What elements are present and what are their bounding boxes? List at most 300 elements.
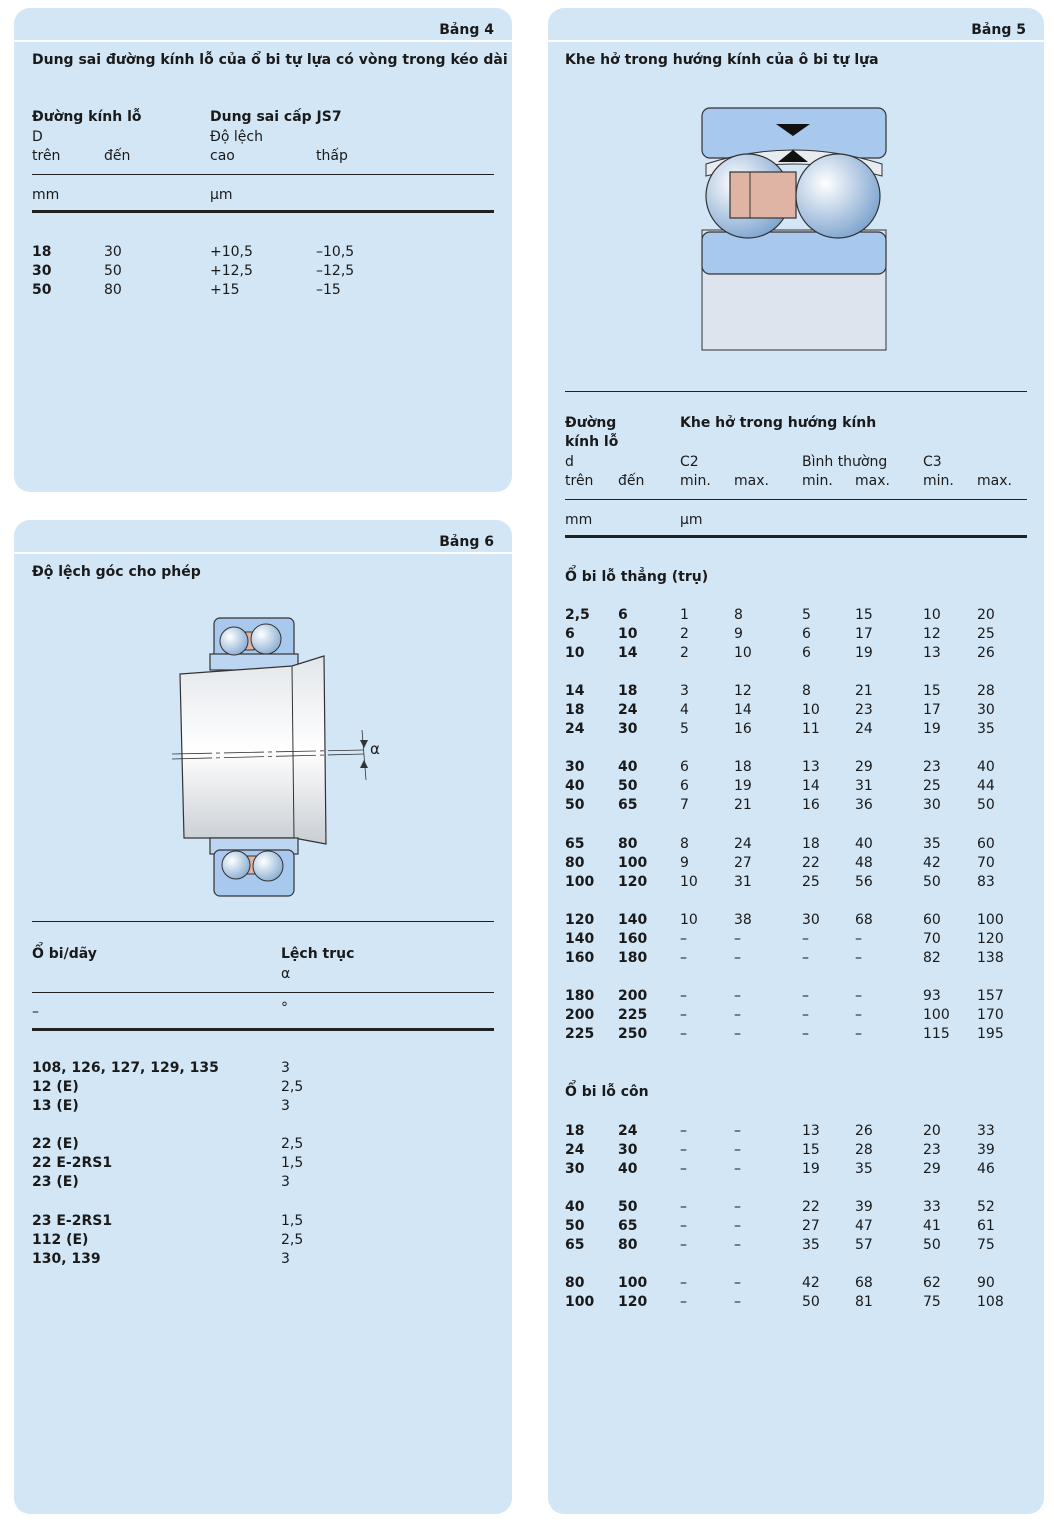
t5-row: [548, 950, 1044, 969]
t5-row: [548, 1123, 1044, 1142]
t5-cell: –: [734, 1026, 741, 1042]
t5-cell: 50: [977, 797, 995, 814]
t5-cell: 13: [802, 1123, 820, 1139]
t5-cell: 24: [565, 1142, 585, 1158]
t5-cell: 160: [565, 949, 595, 966]
t5-cell: –: [680, 1123, 687, 1139]
t5-group-title: Khe hở trong hướng kính: [680, 415, 877, 431]
t5-cell: 9: [680, 854, 689, 871]
t4-cell: 30: [32, 263, 52, 279]
t6-cell: 23 E-2RS1: [32, 1213, 113, 1229]
t5-cell: 40: [977, 759, 995, 776]
t5-row: [548, 988, 1044, 1007]
t4-cell: 80: [104, 282, 122, 298]
t6-cell: 22 (E): [32, 1136, 79, 1152]
t5-col1-title-b: kính lỗ: [565, 434, 619, 450]
t5-cell: 47: [855, 1218, 873, 1235]
t5-cell: 120: [618, 1294, 648, 1311]
t5-col1-title-a: Đường: [565, 415, 617, 431]
t5-row: [548, 1161, 1044, 1180]
t5-cell: 26: [855, 1123, 873, 1139]
t5-cell: 14: [618, 645, 638, 661]
t5-cell: 140: [565, 930, 595, 947]
t5-cell: 6: [802, 645, 811, 661]
table6-title: Độ lệch góc cho phép: [32, 564, 201, 580]
table4-header-bar: [14, 8, 512, 42]
t5-cell: 40: [565, 778, 585, 795]
table5-title: Khe hở trong hướng kính của ô bi tự lựa: [565, 52, 879, 68]
t5-cell: –: [734, 949, 741, 966]
t5-cell: 39: [977, 1142, 995, 1158]
t5-cell: 38: [734, 911, 752, 928]
t5-row: [548, 702, 1044, 721]
t5-cell: 8: [734, 607, 743, 623]
t5-cell: 10: [565, 645, 585, 661]
t4-col2-low: thấp: [316, 148, 348, 164]
t5-cell: 24: [855, 721, 873, 738]
t5-cell: 225: [618, 1007, 648, 1023]
t6-row: [14, 1079, 512, 1098]
table5-panel: [548, 8, 1044, 1514]
t5-cell: 100: [923, 1007, 950, 1023]
t5-cell: 65: [565, 1237, 585, 1254]
t5-cell: 100: [565, 873, 595, 890]
t5-cell: 42: [802, 1275, 820, 1292]
t5-cell: –: [734, 988, 741, 1004]
t6-cell: 1,5: [281, 1155, 304, 1171]
t4-row: [14, 263, 512, 282]
t4-cell: 50: [104, 263, 122, 279]
t5-cell: 21: [734, 797, 752, 814]
t5-cell: 9: [734, 626, 743, 642]
t5-cell: 120: [565, 911, 595, 928]
t5-cell: –: [734, 1007, 741, 1023]
t5-cell: –: [734, 1142, 741, 1158]
table4-title: Dung sai đường kính lỗ của ổ bi tự lựa có vòng trong kéo dài: [32, 52, 508, 68]
table5-header-bar: [548, 8, 1044, 42]
t5-cell: 82: [923, 949, 941, 966]
t5-cell: –: [802, 1026, 809, 1042]
t5-cell: 100: [618, 1275, 648, 1292]
t5-cell: 225: [565, 1026, 595, 1042]
t5-cell: –: [734, 1218, 741, 1235]
t5-cell: 30: [923, 797, 941, 814]
table6-tag: Bảng 6: [439, 534, 494, 550]
t4-cell: –15: [316, 282, 341, 298]
t6-row: [14, 1251, 512, 1270]
t5-cell: 18: [802, 835, 820, 852]
t5-cell: 21: [855, 683, 873, 700]
t5-cell: 62: [923, 1275, 941, 1292]
t5-cell: 22: [802, 854, 820, 871]
t5-cell: 160: [618, 930, 648, 947]
t5-cell: 138: [977, 949, 1004, 966]
t4-cell: 30: [104, 244, 122, 260]
table6-panel: [14, 520, 512, 1514]
t5-cell: 1: [680, 607, 689, 623]
t5-c3: C3: [923, 454, 942, 470]
t5-cell: 50: [618, 778, 638, 795]
t4-cell: 18: [32, 244, 52, 260]
t5-cell: 35: [855, 1161, 873, 1177]
t5-col1-to: đến: [618, 473, 645, 489]
t5-row: [548, 855, 1044, 874]
t5-cell: –: [855, 1007, 862, 1023]
t5-cell: –: [855, 930, 862, 947]
t5-cell: –: [734, 1275, 741, 1292]
t5-cell: 35: [802, 1237, 820, 1254]
t5-normal: Bình thường: [802, 454, 888, 470]
t4-col2-high: cao: [210, 148, 235, 164]
t5-cell: 31: [855, 778, 873, 795]
t6-cell: 2,5: [281, 1136, 304, 1152]
t5-cell: 17: [855, 626, 873, 642]
t5-cell: 40: [565, 1199, 585, 1216]
t5-cell: –: [855, 949, 862, 966]
t5-cell: 12: [734, 683, 752, 700]
t5-cell: 93: [923, 988, 941, 1004]
t5-cell: –: [680, 1294, 687, 1311]
t5-cell: 13: [923, 645, 941, 661]
t5-cell: 24: [618, 1123, 638, 1139]
t5-cell: –: [680, 1161, 687, 1177]
t5-cell: 80: [618, 1237, 638, 1254]
t5-cell: 10: [680, 911, 698, 928]
t5-rule-1: [565, 391, 1027, 392]
t5-cell: 7: [680, 797, 689, 814]
t5-rule-3: [565, 535, 1027, 538]
t5-cell: 180: [565, 988, 595, 1004]
t5-cell: 100: [565, 1294, 595, 1311]
t5-cell: 3: [680, 683, 689, 700]
t6-row: [14, 1174, 512, 1193]
t5-cell: 30: [565, 759, 585, 776]
t5-row: [548, 1275, 1044, 1294]
t5-cell: 50: [565, 797, 585, 814]
t5-cell: 65: [618, 1218, 638, 1235]
t6-row: [14, 1098, 512, 1117]
t6-cell: 2,5: [281, 1079, 304, 1095]
t5-cell: 80: [565, 1275, 585, 1292]
t5-cell: –: [734, 1161, 741, 1177]
t6-col2-sym: α: [281, 966, 291, 982]
t5-cell: 20: [977, 607, 995, 623]
t5-cell: 250: [618, 1026, 648, 1042]
t5-cell: 200: [618, 988, 648, 1004]
t5-cell: 16: [802, 797, 820, 814]
t5-cell: 5: [680, 721, 689, 738]
t6-rule-3: [32, 1028, 494, 1031]
t5-cell: 30: [977, 702, 995, 719]
t5-cell: 50: [802, 1294, 820, 1311]
t5-cell: 2,5: [565, 607, 590, 623]
t5-cell: –: [802, 988, 809, 1004]
t5-cell: 195: [977, 1026, 1004, 1042]
t5-cell: 25: [802, 873, 820, 890]
t6-cell: 13 (E): [32, 1098, 79, 1114]
t4-cell: –12,5: [316, 263, 355, 279]
t5-cell: –: [680, 988, 687, 1004]
t5-col1-sym: d: [565, 454, 574, 470]
t5-cell: 170: [977, 1007, 1004, 1023]
t5-row: [548, 1026, 1044, 1045]
t5-cell: –: [680, 1237, 687, 1254]
t5-cell: 25: [977, 626, 995, 642]
t5-cell: 83: [977, 873, 995, 890]
t4-unit1: mm: [32, 187, 60, 203]
t5-cell: 15: [923, 683, 941, 700]
t5-cell: 65: [618, 797, 638, 814]
t5-col1-from: trên: [565, 473, 594, 489]
t5-rule-2: [565, 499, 1027, 500]
t6-cell: 108, 126, 127, 129, 135: [32, 1060, 219, 1076]
t5-cell: 50: [618, 1199, 638, 1216]
t5-cell: –: [680, 1026, 687, 1042]
t4-cell: +12,5: [210, 263, 253, 279]
t5-cell: 6: [802, 626, 811, 642]
t5-cell: 16: [734, 721, 752, 738]
t5-cell: –: [802, 949, 809, 966]
t5-cell: 48: [855, 854, 873, 871]
t5-cell: 19: [855, 645, 873, 661]
t4-cell: 50: [32, 282, 52, 298]
t6-row: [14, 1060, 512, 1079]
t5-cell: 6: [565, 626, 575, 642]
t4-col2-title: Dung sai cấp JS7: [210, 109, 342, 125]
t5-row: [548, 607, 1044, 626]
figure-alpha-label: α: [370, 740, 380, 758]
t4-cell: +10,5: [210, 244, 253, 260]
t5-cell: –: [855, 988, 862, 1004]
t5-cell: 10: [618, 626, 638, 642]
t5-cell: 29: [923, 1161, 941, 1177]
t4-cell: –10,5: [316, 244, 355, 260]
t5-cell: 10: [734, 645, 752, 661]
t6-col2-header: Lệch trục: [281, 946, 355, 962]
t5-cell: 12: [923, 626, 941, 642]
t5-cell: –: [680, 1142, 687, 1158]
misalignment-figure: [164, 612, 404, 902]
t6-cell: 3: [281, 1098, 290, 1114]
t5-cell: 100: [977, 911, 1004, 928]
t5-cell: 56: [855, 873, 873, 890]
t5-row: [548, 778, 1044, 797]
t5-cell: 90: [977, 1275, 995, 1292]
table5-tag: Bảng 5: [971, 22, 1026, 38]
t5-cell: 24: [618, 702, 638, 719]
t5-cell: –: [855, 1026, 862, 1042]
t5-cell: –: [734, 930, 741, 947]
t6-row: [14, 1232, 512, 1251]
t5-cell: 100: [618, 854, 648, 871]
t4-col1-to: đến: [104, 148, 131, 164]
t5-cell: 28: [855, 1142, 873, 1158]
t5-cell: 8: [680, 835, 689, 852]
t5-unit2: μm: [680, 512, 703, 528]
t6-row: [14, 1155, 512, 1174]
t5-cell: –: [680, 1199, 687, 1216]
t5-cell: –: [680, 1007, 687, 1023]
t5-cell: 75: [923, 1294, 941, 1311]
t5-cell: 24: [734, 835, 752, 852]
t5-cell: 35: [923, 835, 941, 852]
t5-cell: 20: [923, 1123, 941, 1139]
t4-col2-sub: Độ lệch: [210, 129, 263, 145]
t5-row: [548, 1294, 1044, 1313]
t5-cell: 65: [565, 835, 585, 852]
t6-cell: 3: [281, 1251, 290, 1267]
t5-cell: 52: [977, 1199, 995, 1216]
t5-cell: 23: [855, 702, 873, 719]
table6-header-bar: [14, 520, 512, 554]
t6-row: [14, 1136, 512, 1155]
t5-unit1: mm: [565, 512, 593, 528]
t5-cell: 6: [680, 778, 689, 795]
t5-cell: 40: [618, 1161, 638, 1177]
t5-cell: 19: [923, 721, 941, 738]
t5-row: [548, 836, 1044, 855]
t5-cell: 46: [977, 1161, 995, 1177]
t6-cell: 22 E-2RS1: [32, 1155, 113, 1171]
t5-cell: 19: [802, 1161, 820, 1177]
t5-section2-title: Ổ bi lỗ côn: [565, 1084, 649, 1100]
t6-cell: 112 (E): [32, 1232, 89, 1248]
t5-cell: 120: [618, 873, 648, 890]
t5-cell: 29: [855, 759, 873, 776]
t5-cell: 19: [734, 778, 752, 795]
t5-cell: 61: [977, 1218, 995, 1235]
t4-col1-sym: D: [32, 129, 43, 145]
t5-cell: 8: [802, 683, 811, 700]
t5-cell: 30: [565, 1161, 585, 1177]
t5-cell: 18: [565, 1123, 585, 1139]
t5-cell: 70: [977, 854, 995, 871]
t5-cell: 108: [977, 1294, 1004, 1311]
t5-cell: 14: [734, 702, 752, 719]
t6-cell: 2,5: [281, 1232, 304, 1248]
t5-cell: 17: [923, 702, 941, 719]
t5-cell: –: [680, 930, 687, 947]
t5-cell: 81: [855, 1294, 873, 1311]
t5-cell: 11: [802, 721, 820, 738]
t5-cell: 26: [977, 645, 995, 661]
t5-cell: 50: [565, 1218, 585, 1235]
t5-row: [548, 1007, 1044, 1026]
t5-cell: –: [734, 1199, 741, 1216]
t5-row: [548, 797, 1044, 816]
t5-row: [548, 1237, 1044, 1256]
t5-cell: 40: [855, 835, 873, 852]
t5-cell: 30: [618, 1142, 638, 1158]
t5-cell: 27: [734, 854, 752, 871]
t5-cell: –: [734, 1294, 741, 1311]
t5-cell: 25: [923, 778, 941, 795]
t6-cell: 1,5: [281, 1213, 304, 1229]
table4-panel: [14, 8, 512, 492]
t5-cell: 50: [923, 1237, 941, 1254]
t5-cell: 23: [923, 759, 941, 776]
t5-cell: 23: [923, 1142, 941, 1158]
t5-cell: 70: [923, 930, 941, 947]
t5-cell: 30: [802, 911, 820, 928]
t5-cell: 40: [618, 759, 638, 776]
t5-cell: 2: [680, 626, 689, 642]
t5-c3-min: min.: [923, 473, 954, 489]
t5-row: [548, 912, 1044, 931]
t5-cell: 41: [923, 1218, 941, 1235]
t5-cell: –: [734, 1237, 741, 1254]
t5-cell: 4: [680, 702, 689, 719]
t5-cell: 80: [618, 835, 638, 852]
t6-rule-1: [32, 921, 494, 922]
t5-cell: –: [680, 949, 687, 966]
t6-rule-2: [32, 992, 494, 993]
t5-cell: 44: [977, 778, 995, 795]
t5-cell: 10: [923, 607, 941, 623]
t5-cell: –: [802, 1007, 809, 1023]
t5-cell: 157: [977, 988, 1004, 1004]
t5-cell: 18: [734, 759, 752, 776]
t5-row: [548, 931, 1044, 950]
t5-row: [548, 1218, 1044, 1237]
t5-cell: 24: [565, 721, 585, 738]
t5-cell: –: [734, 1123, 741, 1139]
t5-cell: –: [680, 1275, 687, 1292]
t4-rule-1: [32, 174, 494, 175]
t5-c2-min: min.: [680, 473, 711, 489]
t5-cell: 13: [802, 759, 820, 776]
clearance-figure: [698, 106, 888, 354]
t5-cell: 2: [680, 645, 689, 661]
t5-cell: 6: [618, 607, 628, 623]
t5-cell: 57: [855, 1237, 873, 1254]
t5-c3-max: max.: [977, 473, 1012, 489]
t5-cell: 75: [977, 1237, 995, 1254]
t5-cell: 10: [802, 702, 820, 719]
t6-unit1: –: [32, 1004, 39, 1020]
t5-cell: 68: [855, 911, 873, 928]
t5-row: [548, 645, 1044, 664]
t6-cell: 12 (E): [32, 1079, 79, 1095]
t5-cell: 50: [923, 873, 941, 890]
t5-cell: 36: [855, 797, 873, 814]
t5-cell: –: [680, 1218, 687, 1235]
t5-row: [548, 1199, 1044, 1218]
t5-normal-min: min.: [802, 473, 833, 489]
t5-cell: 30: [618, 721, 638, 738]
t5-cell: 18: [565, 702, 585, 719]
t5-c2-max: max.: [734, 473, 769, 489]
t4-cell: +15: [210, 282, 240, 298]
t5-cell: 140: [618, 911, 648, 928]
t5-cell: 60: [923, 911, 941, 928]
t5-cell: 33: [923, 1199, 941, 1216]
t5-cell: 68: [855, 1275, 873, 1292]
t5-cell: 22: [802, 1199, 820, 1216]
t4-rule-2: [32, 210, 494, 213]
t6-row: [14, 1213, 512, 1232]
t5-cell: 33: [977, 1123, 995, 1139]
t5-cell: 6: [680, 759, 689, 776]
t5-cell: 28: [977, 683, 995, 700]
t5-cell: 31: [734, 873, 752, 890]
t5-cell: 15: [855, 607, 873, 623]
t4-col1-from: trên: [32, 148, 61, 164]
t5-cell: 180: [618, 949, 648, 966]
t5-row: [548, 721, 1044, 740]
t5-cell: 14: [565, 683, 585, 700]
t4-row: [14, 244, 512, 263]
